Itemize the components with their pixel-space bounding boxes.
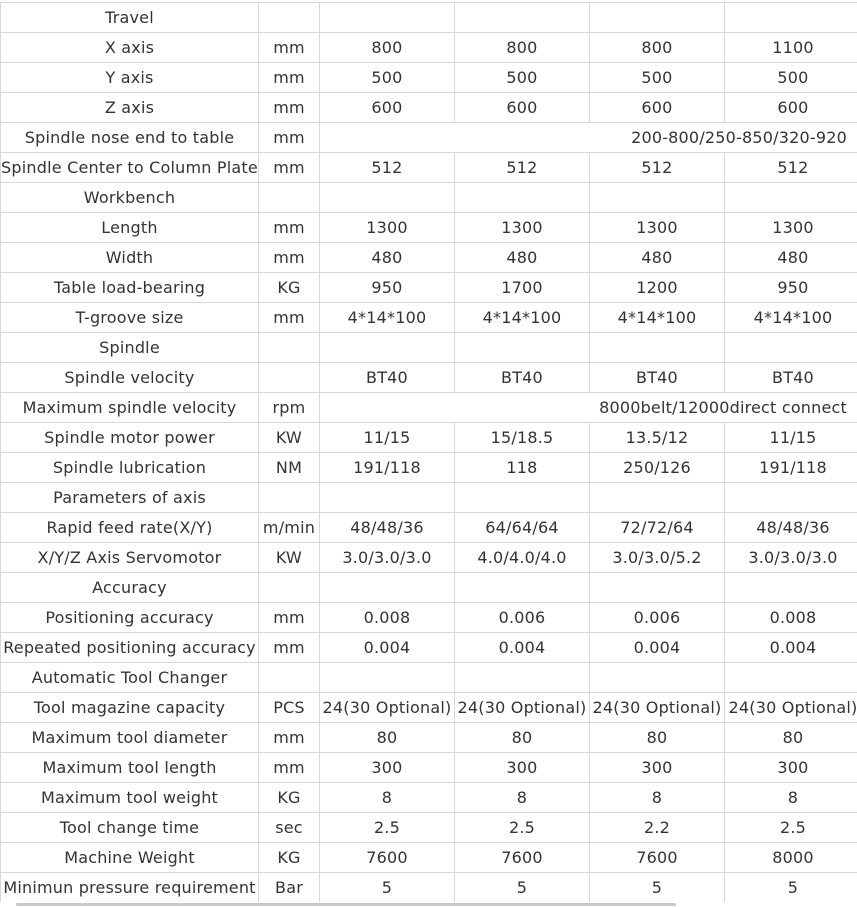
row-value-model-3: 600 [590, 93, 725, 123]
table-row [1, 153, 857, 183]
row-parameter-name: Length [1, 213, 259, 243]
row-unit: NM [259, 453, 320, 483]
row-value-model-4: 48/48/36 [725, 513, 857, 543]
row-value-model-2: 800 [455, 33, 590, 63]
row-unit: KG [259, 783, 320, 813]
row-parameter-name: X axis [1, 33, 259, 63]
row-unit: KW [259, 543, 320, 573]
row-unit: m/min [259, 513, 320, 543]
row-value-model-3 [590, 183, 725, 213]
row-value-model-4: 8 [725, 783, 857, 813]
row-value-model-3: 24(30 Optional) [590, 693, 725, 723]
row-parameter-name: T-groove size [1, 303, 259, 333]
row-value-model-4: 600 [725, 93, 857, 123]
row-value-model-1: 7600 [320, 843, 455, 873]
row-value-model-4 [725, 663, 857, 693]
row-value-model-1: 300 [320, 753, 455, 783]
row-value-model-2: 4*14*100 [455, 303, 590, 333]
row-value-model-1: 48/48/36 [320, 513, 455, 543]
table-row [1, 873, 857, 903]
row-value-model-3: 480 [590, 243, 725, 273]
row-unit [259, 573, 320, 603]
row-value-model-1: 500 [320, 63, 455, 93]
row-value-model-2: 4.0/4.0/4.0 [455, 543, 590, 573]
row-value-model-2: 0.006 [455, 603, 590, 633]
row-value-model-4: 512 [725, 153, 857, 183]
row-value-model-3: 5 [590, 873, 725, 903]
row-unit: mm [259, 753, 320, 783]
row-value-model-3: BT40 [590, 363, 725, 393]
row-parameter-name: Spindle nose end to table [1, 123, 259, 153]
row-value-model-4: 950 [725, 273, 857, 303]
row-parameter-name: Maximum tool diameter [1, 723, 259, 753]
row-value-model-1: 950 [320, 273, 455, 303]
row-value-model-1: BT40 [320, 363, 455, 393]
row-value-model-1: 0.004 [320, 633, 455, 663]
row-value-model-4: 11/15 [725, 423, 857, 453]
row-value-model-4 [725, 183, 857, 213]
row-value-model-1: 3.0/3.0/3.0 [320, 543, 455, 573]
row-value-model-3 [590, 333, 725, 363]
row-parameter-name: Accuracy [1, 573, 259, 603]
row-parameter-name: Spindle Center to Column Plate [1, 153, 259, 183]
table-row [1, 543, 857, 573]
row-value-model-2: 480 [455, 243, 590, 273]
row-value-model-2 [455, 483, 590, 513]
row-value-model-1: 8 [320, 783, 455, 813]
row-value-model-4: 3.0/3.0/3.0 [725, 543, 857, 573]
row-value-model-4: 480 [725, 243, 857, 273]
row-parameter-name: Workbench [1, 183, 259, 213]
table-row [1, 663, 857, 693]
row-value-model-2 [455, 333, 590, 363]
row-value-model-3: 0.004 [590, 633, 725, 663]
row-value-model-1: 191/118 [320, 453, 455, 483]
row-value-model-3: 500 [590, 63, 725, 93]
row-value-model-4: 8000 [725, 843, 857, 873]
table-row [1, 273, 857, 303]
row-value-model-1: 4*14*100 [320, 303, 455, 333]
row-unit [259, 3, 320, 33]
row-unit: KG [259, 273, 320, 303]
row-parameter-name: Y axis [1, 63, 259, 93]
row-value-model-2 [455, 573, 590, 603]
row-value-model-4: 191/118 [725, 453, 857, 483]
row-value-model-4: 5 [725, 873, 857, 903]
row-parameter-name: Rapid feed rate(X/Y) [1, 513, 259, 543]
row-value-model-2: 500 [455, 63, 590, 93]
row-value-model-2: 512 [455, 153, 590, 183]
row-value-model-2: 118 [455, 453, 590, 483]
row-value-model-4 [725, 573, 857, 603]
row-parameter-name: Positioning accuracy [1, 603, 259, 633]
row-value-model-1 [320, 333, 455, 363]
table-row [1, 423, 857, 453]
row-unit [259, 663, 320, 693]
row-parameter-name: Spindle [1, 333, 259, 363]
row-parameter-name: Table load-bearing [1, 273, 259, 303]
row-unit: Bar [259, 873, 320, 903]
row-value-model-1: 5 [320, 873, 455, 903]
row-value-model-4: 80 [725, 723, 857, 753]
row-unit [259, 363, 320, 393]
row-parameter-name: Automatic Tool Changer [1, 663, 259, 693]
row-value-model-3: 300 [590, 753, 725, 783]
row-value-model-1: 600 [320, 93, 455, 123]
table-row [1, 183, 857, 213]
row-parameter-name: Spindle motor power [1, 423, 259, 453]
row-value-model-1 [320, 573, 455, 603]
row-merged-value: 8000belt/12000direct connect [320, 393, 857, 423]
table-row [1, 63, 857, 93]
table-row [1, 753, 857, 783]
row-value-model-2: 0.004 [455, 633, 590, 663]
row-value-model-2: 7600 [455, 843, 590, 873]
row-unit: rpm [259, 393, 320, 423]
row-value-model-4 [725, 483, 857, 513]
row-unit: mm [259, 303, 320, 333]
row-parameter-name: Tool magazine capacity [1, 693, 259, 723]
table-row [1, 93, 857, 123]
row-unit: mm [259, 63, 320, 93]
row-unit: mm [259, 213, 320, 243]
row-value-model-1 [320, 663, 455, 693]
row-value-model-3: 2.2 [590, 813, 725, 843]
horizontal-scrollbar[interactable] [0, 902, 857, 907]
row-unit: KW [259, 423, 320, 453]
table-row [1, 123, 857, 153]
row-value-model-2 [455, 183, 590, 213]
row-parameter-name: Minimun pressure requirement [1, 873, 259, 903]
row-value-model-4: 0.004 [725, 633, 857, 663]
row-parameter-name: Repeated positioning accuracy [1, 633, 259, 663]
row-value-model-3: 7600 [590, 843, 725, 873]
row-value-model-2 [455, 663, 590, 693]
row-value-model-1: 512 [320, 153, 455, 183]
table-row [1, 483, 857, 513]
row-value-model-3: 800 [590, 33, 725, 63]
table-row [1, 33, 857, 63]
row-value-model-4: 0.008 [725, 603, 857, 633]
table-row [1, 633, 857, 663]
row-value-model-3: 1300 [590, 213, 725, 243]
row-value-model-1 [320, 483, 455, 513]
table-row [1, 393, 857, 423]
row-value-model-3: 0.006 [590, 603, 725, 633]
row-value-model-4: 500 [725, 63, 857, 93]
row-value-model-1: 80 [320, 723, 455, 753]
row-value-model-2: 2.5 [455, 813, 590, 843]
row-parameter-name: Width [1, 243, 259, 273]
row-unit [259, 183, 320, 213]
row-merged-value: 200-800/250-850/320-920 [320, 123, 857, 153]
row-value-model-4: BT40 [725, 363, 857, 393]
row-parameter-name: Spindle lubrication [1, 453, 259, 483]
row-value-model-1: 11/15 [320, 423, 455, 453]
row-parameter-name: Z axis [1, 93, 259, 123]
table-row [1, 693, 857, 723]
row-value-model-3 [590, 3, 725, 33]
table-row [1, 243, 857, 273]
row-value-model-3 [590, 483, 725, 513]
row-value-model-2: 600 [455, 93, 590, 123]
row-value-model-3: 80 [590, 723, 725, 753]
row-value-model-4: 4*14*100 [725, 303, 857, 333]
row-value-model-2: 15/18.5 [455, 423, 590, 453]
row-value-model-4: 1300 [725, 213, 857, 243]
row-value-model-1: 1300 [320, 213, 455, 243]
row-parameter-name: Parameters of axis [1, 483, 259, 513]
row-unit: mm [259, 33, 320, 63]
row-value-model-3: 512 [590, 153, 725, 183]
table-row [1, 603, 857, 633]
row-value-model-2 [455, 3, 590, 33]
row-value-model-3 [590, 663, 725, 693]
row-parameter-name: Maximum tool weight [1, 783, 259, 813]
spec-table [0, 2, 857, 903]
row-value-model-4 [725, 333, 857, 363]
row-parameter-name: Maximum tool length [1, 753, 259, 783]
table-row [1, 573, 857, 603]
row-value-model-2: 1700 [455, 273, 590, 303]
row-value-model-2: 300 [455, 753, 590, 783]
row-parameter-name: Travel [1, 3, 259, 33]
row-parameter-name: X/Y/Z Axis Servomotor [1, 543, 259, 573]
row-value-model-4: 300 [725, 753, 857, 783]
row-value-model-3: 1200 [590, 273, 725, 303]
row-unit: PCS [259, 693, 320, 723]
row-value-model-4 [725, 3, 857, 33]
table-row [1, 843, 857, 873]
table-row [1, 813, 857, 843]
row-value-model-2: 8 [455, 783, 590, 813]
table-row [1, 303, 857, 333]
row-value-model-4: 2.5 [725, 813, 857, 843]
row-unit: mm [259, 123, 320, 153]
row-value-model-1: 800 [320, 33, 455, 63]
table-row [1, 723, 857, 753]
row-value-model-3: 250/126 [590, 453, 725, 483]
row-value-model-3: 13.5/12 [590, 423, 725, 453]
row-value-model-4: 24(30 Optional) [725, 693, 857, 723]
row-value-model-2: 64/64/64 [455, 513, 590, 543]
row-unit: mm [259, 723, 320, 753]
row-value-model-1: 480 [320, 243, 455, 273]
row-unit: sec [259, 813, 320, 843]
row-unit: mm [259, 93, 320, 123]
table-row [1, 3, 857, 33]
spec-table-body [1, 3, 857, 903]
row-parameter-name: Spindle velocity [1, 363, 259, 393]
table-row [1, 363, 857, 393]
row-value-model-2: 80 [455, 723, 590, 753]
row-value-model-1 [320, 3, 455, 33]
row-value-model-1: 24(30 Optional) [320, 693, 455, 723]
row-parameter-name: Tool change time [1, 813, 259, 843]
row-parameter-name: Machine Weight [1, 843, 259, 873]
row-unit: KG [259, 843, 320, 873]
row-value-model-2: 5 [455, 873, 590, 903]
row-value-model-4: 1100 [725, 33, 857, 63]
table-row [1, 333, 857, 363]
row-value-model-3: 8 [590, 783, 725, 813]
table-row [1, 513, 857, 543]
row-value-model-3: 72/72/64 [590, 513, 725, 543]
row-unit: mm [259, 633, 320, 663]
scrollbar-thumb[interactable] [16, 903, 676, 906]
table-row [1, 453, 857, 483]
row-value-model-3: 4*14*100 [590, 303, 725, 333]
row-unit [259, 333, 320, 363]
row-value-model-1: 0.008 [320, 603, 455, 633]
row-unit [259, 483, 320, 513]
row-value-model-3: 3.0/3.0/5.2 [590, 543, 725, 573]
row-value-model-2: BT40 [455, 363, 590, 393]
row-value-model-2: 24(30 Optional) [455, 693, 590, 723]
row-value-model-1: 2.5 [320, 813, 455, 843]
row-parameter-name: Maximum spindle velocity [1, 393, 259, 423]
row-unit: mm [259, 603, 320, 633]
row-value-model-2: 1300 [455, 213, 590, 243]
row-value-model-3 [590, 573, 725, 603]
table-row [1, 783, 857, 813]
row-value-model-1 [320, 183, 455, 213]
row-unit: mm [259, 153, 320, 183]
row-unit: mm [259, 243, 320, 273]
table-row [1, 213, 857, 243]
